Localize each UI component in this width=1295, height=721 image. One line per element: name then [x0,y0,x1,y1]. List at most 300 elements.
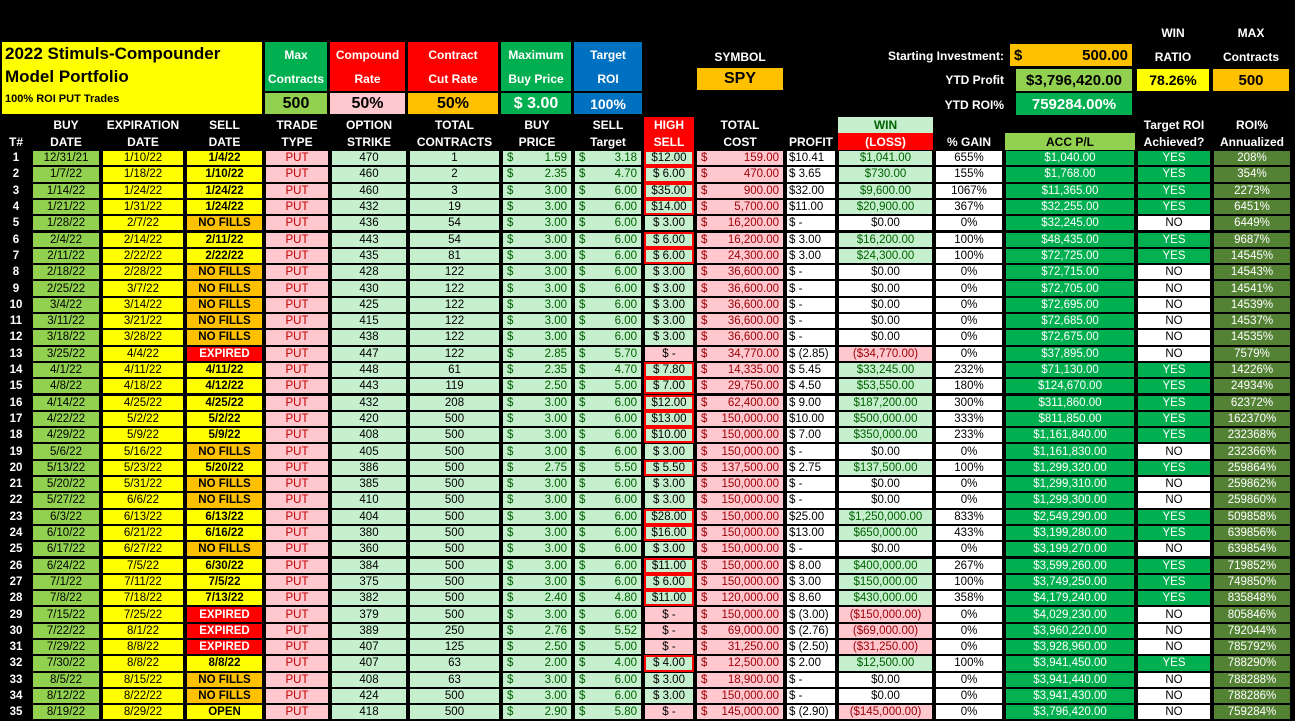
cell-contracts[interactable]: 500 [409,476,500,492]
cell-high-sell[interactable]: $ 3.00 [644,280,694,296]
cell-profit[interactable]: $ 3.00 [786,248,836,264]
cell-win-loss[interactable]: ($31,250.00) [838,639,933,655]
cell-target-achieved[interactable]: YES [1137,378,1211,394]
cell-sell-target[interactable] [574,395,642,411]
cell-acc-pl[interactable]: $72,685.00 [1005,313,1135,329]
cell-buy-price[interactable] [502,280,572,296]
cell-sell-date[interactable]: 5/2/22 [186,411,263,427]
cell-high-sell[interactable]: $ 3.00 [644,688,694,704]
cell-gain[interactable]: 155% [935,166,1003,182]
cell-trade-type[interactable]: PUT [265,362,329,378]
cell-gain[interactable]: 358% [935,590,1003,606]
cell-gain[interactable]: 0% [935,541,1003,557]
cell-roi-annualized[interactable]: 62372% [1213,395,1291,411]
cell-profit[interactable]: $ 2.75 [786,460,836,476]
cell-win-loss[interactable]: $650,000.00 [838,525,933,541]
cell-gain[interactable]: 0% [935,264,1003,280]
cell-roi-annualized[interactable]: 9687% [1213,232,1291,248]
cell-profit[interactable]: $ - [786,215,836,231]
cell-sell-target[interactable] [574,280,642,296]
cell-acc-pl[interactable]: $3,941,430.00 [1005,688,1135,704]
cell-high-sell[interactable]: $ 3.00 [644,492,694,508]
cell-high-sell[interactable]: $ 3.00 [644,264,694,280]
cell-num[interactable]: 22 [9,494,23,507]
cell-target-achieved[interactable]: NO [1137,215,1211,231]
cell-target-achieved[interactable]: NO [1137,280,1211,296]
cell-buy-price[interactable] [502,199,572,215]
cell-total-cost[interactable] [696,639,784,655]
cell-strike[interactable]: 443 [331,378,407,394]
cell-target-achieved[interactable]: YES [1137,362,1211,378]
cell-acc-pl[interactable]: $1,299,300.00 [1005,492,1135,508]
cell-win-loss[interactable]: $0.00 [838,443,933,459]
cell-target-achieved[interactable]: YES [1137,427,1211,443]
cell-num[interactable]: 18 [9,429,23,442]
cell-buy-date[interactable]: 12/31/21 [32,150,100,166]
cell-trade-type[interactable]: PUT [265,378,329,394]
cell-exp-date[interactable]: 1/18/22 [102,166,184,182]
cell-buy-price[interactable] [502,443,572,459]
cell-contracts[interactable]: 63 [409,655,500,671]
cell-total-cost[interactable] [696,688,784,704]
cell-contracts[interactable]: 500 [409,427,500,443]
cell-strike[interactable]: 384 [331,558,407,574]
cell-buy-date[interactable]: 4/8/22 [32,378,100,394]
cell-total-cost[interactable] [696,427,784,443]
cell-trade-type[interactable]: PUT [265,509,329,525]
contract-cut-rate-value[interactable]: 50% [408,93,498,114]
cell-profit[interactable]: $ 4.50 [786,378,836,394]
cell-sell-target[interactable] [574,313,642,329]
cell-acc-pl[interactable]: $1,161,840.00 [1005,427,1135,443]
cell-gain[interactable]: 100% [935,460,1003,476]
cell-buy-date[interactable]: 8/19/22 [32,704,100,720]
cell-trade-type[interactable]: PUT [265,395,329,411]
cell-total-cost[interactable] [696,378,784,394]
cell-sell-date[interactable]: 1/24/22 [186,199,263,215]
cell-acc-pl[interactable]: $11,365.00 [1005,183,1135,199]
cell-gain[interactable]: 100% [935,248,1003,264]
cell-exp-date[interactable]: 7/25/22 [102,606,184,622]
cell-profit[interactable]: $ 9.00 [786,395,836,411]
cell-win-loss[interactable]: $500,000.00 [838,411,933,427]
max-buy-price-value[interactable]: $ 3.00 [501,93,571,114]
cell-sell-target[interactable] [574,232,642,248]
cell-target-achieved[interactable]: YES [1137,411,1211,427]
cell-acc-pl[interactable]: $1,040.00 [1005,150,1135,166]
cell-roi-annualized[interactable]: 14535% [1213,329,1291,345]
cell-buy-date[interactable]: 7/8/22 [32,590,100,606]
cell-win-loss[interactable]: $1,250,000.00 [838,509,933,525]
cell-contracts[interactable]: 500 [409,541,500,557]
cell-strike[interactable]: 408 [331,672,407,688]
cell-exp-date[interactable]: 1/24/22 [102,183,184,199]
cell-contracts[interactable]: 500 [409,704,500,720]
cell-buy-date[interactable]: 2/25/22 [32,280,100,296]
cell-trade-type[interactable]: PUT [265,460,329,476]
cell-sell-date[interactable]: 1/10/22 [186,166,263,182]
cell-target-achieved[interactable]: YES [1137,232,1211,248]
cell-gain[interactable]: 0% [935,492,1003,508]
cell-profit[interactable]: $ - [786,264,836,280]
cell-sell-date[interactable]: EXPIRED [186,623,263,639]
cell-strike[interactable]: 430 [331,280,407,296]
cell-buy-date[interactable]: 6/24/22 [32,558,100,574]
cell-contracts[interactable]: 122 [409,297,500,313]
cell-strike[interactable]: 447 [331,346,407,362]
cell-target-achieved[interactable]: NO [1137,623,1211,639]
cell-exp-date[interactable]: 2/22/22 [102,248,184,264]
cell-profit[interactable]: $13.00 [786,525,836,541]
cell-roi-annualized[interactable]: 14539% [1213,297,1291,313]
cell-acc-pl[interactable]: $3,941,450.00 [1005,655,1135,671]
cell-num[interactable]: 25 [9,543,23,556]
cell-buy-date[interactable]: 3/18/22 [32,329,100,345]
cell-trade-type[interactable]: PUT [265,476,329,492]
cell-high-sell[interactable]: $12.00 [644,150,694,166]
cell-num[interactable]: 11 [9,315,23,328]
cell-high-sell[interactable]: $ 3.00 [644,215,694,231]
cell-sell-target[interactable] [574,297,642,313]
cell-trade-type[interactable]: PUT [265,606,329,622]
cell-buy-price[interactable] [502,672,572,688]
cell-win-loss[interactable]: $0.00 [838,492,933,508]
cell-roi-annualized[interactable]: 259864% [1213,460,1291,476]
cell-strike[interactable]: 386 [331,460,407,476]
cell-exp-date[interactable]: 3/21/22 [102,313,184,329]
cell-exp-date[interactable]: 4/25/22 [102,395,184,411]
cell-total-cost[interactable] [696,460,784,476]
cell-exp-date[interactable]: 5/2/22 [102,411,184,427]
cell-sell-target[interactable] [574,639,642,655]
cell-gain[interactable]: 0% [935,280,1003,296]
cell-sell-date[interactable]: NO FILLS [186,492,263,508]
cell-target-achieved[interactable]: YES [1137,183,1211,199]
cell-roi-annualized[interactable]: 7579% [1213,346,1291,362]
cell-profit[interactable]: $ - [786,672,836,688]
cell-buy-price[interactable] [502,346,572,362]
cell-buy-date[interactable]: 3/4/22 [32,297,100,313]
cell-exp-date[interactable]: 5/9/22 [102,427,184,443]
cell-acc-pl[interactable]: $1,299,310.00 [1005,476,1135,492]
cell-roi-annualized[interactable]: 792044% [1213,623,1291,639]
cell-gain[interactable]: 100% [935,655,1003,671]
cell-buy-price[interactable] [502,215,572,231]
cell-gain[interactable]: 0% [935,476,1003,492]
cell-sell-target[interactable] [574,476,642,492]
cell-profit[interactable]: $ 3.00 [786,574,836,590]
cell-gain[interactable]: 180% [935,378,1003,394]
cell-win-loss[interactable]: $9,600.00 [838,183,933,199]
cell-profit[interactable]: $ 8.00 [786,558,836,574]
cell-buy-date[interactable]: 7/29/22 [32,639,100,655]
cell-sell-date[interactable]: 8/8/22 [186,655,263,671]
cell-contracts[interactable]: 119 [409,378,500,394]
cell-target-achieved[interactable]: NO [1137,297,1211,313]
cell-acc-pl[interactable]: $3,599,260.00 [1005,558,1135,574]
cell-total-cost[interactable] [696,574,784,590]
cell-roi-annualized[interactable]: 259862% [1213,476,1291,492]
cell-exp-date[interactable]: 7/11/22 [102,574,184,590]
cell-strike[interactable]: 436 [331,215,407,231]
cell-contracts[interactable]: 500 [409,574,500,590]
cell-total-cost[interactable] [696,313,784,329]
cell-trade-type[interactable]: PUT [265,672,329,688]
cell-profit[interactable]: $ (2.50) [786,639,836,655]
cell-sell-date[interactable]: NO FILLS [186,541,263,557]
cell-win-loss[interactable]: $0.00 [838,688,933,704]
cell-gain[interactable]: 0% [935,329,1003,345]
cell-sell-date[interactable]: 5/9/22 [186,427,263,443]
cell-high-sell[interactable]: $ 6.00 [644,166,694,182]
cell-high-sell[interactable]: $28.00 [644,509,694,525]
cell-total-cost[interactable] [696,215,784,231]
cell-high-sell[interactable]: $ 7.00 [644,378,694,394]
cell-sell-date[interactable]: 2/11/22 [186,232,263,248]
cell-total-cost[interactable] [696,443,784,459]
cell-trade-type[interactable]: PUT [265,166,329,182]
cell-roi-annualized[interactable]: 259860% [1213,492,1291,508]
cell-total-cost[interactable] [696,623,784,639]
cell-target-achieved[interactable]: NO [1137,476,1211,492]
cell-total-cost[interactable] [696,476,784,492]
cell-buy-price[interactable] [502,411,572,427]
cell-num[interactable]: 10 [9,298,23,311]
cell-profit[interactable]: $ - [786,492,836,508]
cell-contracts[interactable]: 500 [409,590,500,606]
cell-buy-price[interactable] [502,329,572,345]
cell-num[interactable]: 14 [9,364,23,377]
cell-gain[interactable]: 0% [935,606,1003,622]
cell-high-sell[interactable]: $ 6.00 [644,574,694,590]
cell-target-achieved[interactable]: NO [1137,329,1211,345]
cell-profit[interactable]: $ (2.90) [786,704,836,720]
cell-strike[interactable]: 360 [331,541,407,557]
cell-trade-type[interactable]: PUT [265,541,329,557]
cell-trade-type[interactable]: PUT [265,199,329,215]
cell-num[interactable]: 20 [9,461,23,474]
cell-sell-target[interactable] [574,672,642,688]
cell-gain[interactable]: 100% [935,232,1003,248]
cell-win-loss[interactable]: $24,300.00 [838,248,933,264]
cell-trade-type[interactable]: PUT [265,280,329,296]
cell-strike[interactable]: 460 [331,166,407,182]
cell-win-loss[interactable]: $1,041.00 [838,150,933,166]
cell-contracts[interactable]: 208 [409,395,500,411]
cell-profit[interactable]: $11.00 [786,199,836,215]
cell-gain[interactable]: 0% [935,297,1003,313]
cell-sell-date[interactable]: OPEN [186,704,263,720]
cell-profit[interactable]: $ 2.00 [786,655,836,671]
cell-exp-date[interactable]: 8/15/22 [102,672,184,688]
cell-exp-date[interactable]: 8/29/22 [102,704,184,720]
cell-sell-target[interactable] [574,704,642,720]
cell-buy-date[interactable]: 6/10/22 [32,525,100,541]
cell-total-cost[interactable] [696,166,784,182]
cell-total-cost[interactable] [696,411,784,427]
cell-buy-date[interactable]: 2/18/22 [32,264,100,280]
cell-high-sell[interactable]: $12.00 [644,395,694,411]
cell-sell-date[interactable]: 6/30/22 [186,558,263,574]
cell-contracts[interactable]: 500 [409,411,500,427]
cell-win-loss[interactable]: $16,200.00 [838,232,933,248]
cell-num[interactable]: 32 [9,657,23,670]
cell-exp-date[interactable]: 1/10/22 [102,150,184,166]
cell-gain[interactable]: 300% [935,395,1003,411]
cell-total-cost[interactable] [696,525,784,541]
cell-strike[interactable]: 432 [331,199,407,215]
cell-contracts[interactable]: 500 [409,492,500,508]
cell-gain[interactable]: 367% [935,199,1003,215]
cell-num[interactable]: 13 [9,347,23,360]
cell-buy-price[interactable] [502,525,572,541]
cell-target-achieved[interactable]: YES [1137,525,1211,541]
cell-high-sell[interactable]: $ 3.00 [644,329,694,345]
cell-roi-annualized[interactable]: 509858% [1213,509,1291,525]
cell-target-achieved[interactable]: YES [1137,395,1211,411]
cell-buy-price[interactable] [502,688,572,704]
cell-contracts[interactable]: 122 [409,313,500,329]
cell-target-achieved[interactable]: YES [1137,199,1211,215]
cell-buy-date[interactable]: 1/28/22 [32,215,100,231]
cell-buy-date[interactable]: 1/21/22 [32,199,100,215]
cell-acc-pl[interactable]: $3,199,270.00 [1005,541,1135,557]
cell-high-sell[interactable]: $16.00 [644,525,694,541]
cell-strike[interactable]: 375 [331,574,407,590]
cell-high-sell[interactable]: $ 3.00 [644,541,694,557]
cell-contracts[interactable]: 500 [409,443,500,459]
cell-exp-date[interactable]: 2/7/22 [102,215,184,231]
cell-target-achieved[interactable]: YES [1137,150,1211,166]
cell-num[interactable]: 33 [9,673,23,686]
cell-profit[interactable]: $ - [786,297,836,313]
cell-trade-type[interactable]: PUT [265,639,329,655]
cell-roi-annualized[interactable]: 719852% [1213,558,1291,574]
cell-contracts[interactable]: 19 [409,199,500,215]
cell-profit[interactable]: $25.00 [786,509,836,525]
cell-high-sell[interactable]: $10.00 [644,427,694,443]
cell-buy-date[interactable]: 4/22/22 [32,411,100,427]
cell-sell-date[interactable]: NO FILLS [186,313,263,329]
cell-total-cost[interactable] [696,199,784,215]
cell-strike[interactable]: 460 [331,183,407,199]
cell-exp-date[interactable]: 3/7/22 [102,280,184,296]
starting-investment-field[interactable] [1010,44,1132,66]
cell-acc-pl[interactable]: $1,768.00 [1005,166,1135,182]
cell-gain[interactable]: 0% [935,672,1003,688]
cell-sell-date[interactable]: 4/25/22 [186,395,263,411]
cell-exp-date[interactable]: 6/6/22 [102,492,184,508]
cell-acc-pl[interactable]: $4,029,230.00 [1005,606,1135,622]
cell-sell-target[interactable] [574,150,642,166]
cell-sell-date[interactable]: EXPIRED [186,346,263,362]
cell-acc-pl[interactable]: $72,705.00 [1005,280,1135,296]
cell-strike[interactable]: 420 [331,411,407,427]
cell-trade-type[interactable]: PUT [265,623,329,639]
cell-exp-date[interactable]: 5/31/22 [102,476,184,492]
cell-acc-pl[interactable]: $72,715.00 [1005,264,1135,280]
cell-buy-price[interactable] [502,362,572,378]
cell-roi-annualized[interactable]: 14541% [1213,280,1291,296]
cell-high-sell[interactable]: $ 3.00 [644,313,694,329]
cell-sell-date[interactable]: NO FILLS [186,215,263,231]
cell-contracts[interactable]: 81 [409,248,500,264]
cell-profit[interactable]: $ 5.45 [786,362,836,378]
cell-gain[interactable]: 655% [935,150,1003,166]
cell-strike[interactable]: 418 [331,704,407,720]
cell-strike[interactable]: 380 [331,525,407,541]
cell-strike[interactable]: 443 [331,232,407,248]
cell-buy-date[interactable]: 7/1/22 [32,574,100,590]
cell-buy-date[interactable]: 5/20/22 [32,476,100,492]
cell-num[interactable]: 6 [12,233,20,246]
cell-target-achieved[interactable]: YES [1137,166,1211,182]
cell-exp-date[interactable]: 4/4/22 [102,346,184,362]
cell-buy-date[interactable]: 3/11/22 [32,313,100,329]
cell-high-sell[interactable]: $ 6.00 [644,232,694,248]
cell-strike[interactable]: 410 [331,492,407,508]
cell-profit[interactable]: $ 3.65 [786,166,836,182]
cell-sell-target[interactable] [574,541,642,557]
cell-sell-date[interactable]: EXPIRED [186,606,263,622]
compound-rate-value[interactable]: 50% [330,93,405,114]
cell-roi-annualized[interactable]: 2273% [1213,183,1291,199]
cell-buy-date[interactable]: 7/22/22 [32,623,100,639]
cell-win-loss[interactable]: $12,500.00 [838,655,933,671]
cell-gain[interactable]: 0% [935,443,1003,459]
cell-sell-target[interactable] [574,443,642,459]
cell-sell-target[interactable] [574,590,642,606]
cell-roi-annualized[interactable]: 788290% [1213,655,1291,671]
cell-trade-type[interactable]: PUT [265,492,329,508]
cell-trade-type[interactable]: PUT [265,150,329,166]
cell-exp-date[interactable]: 6/13/22 [102,509,184,525]
cell-profit[interactable]: $ - [786,541,836,557]
cell-sell-target[interactable] [574,166,642,182]
cell-acc-pl[interactable]: $1,161,830.00 [1005,443,1135,459]
cell-roi-annualized[interactable]: 232366% [1213,443,1291,459]
cell-contracts[interactable]: 500 [409,606,500,622]
cell-win-loss[interactable]: $0.00 [838,280,933,296]
cell-gain[interactable]: 0% [935,639,1003,655]
cell-gain[interactable]: 267% [935,558,1003,574]
cell-exp-date[interactable]: 8/22/22 [102,688,184,704]
cell-high-sell[interactable]: $11.00 [644,590,694,606]
cell-sell-date[interactable]: NO FILLS [186,476,263,492]
cell-target-achieved[interactable]: NO [1137,639,1211,655]
cell-high-sell[interactable]: $ - [644,346,694,362]
cell-gain[interactable]: 333% [935,411,1003,427]
cell-num[interactable]: 35 [9,706,23,719]
cell-acc-pl[interactable]: $72,725.00 [1005,248,1135,264]
cell-sell-target[interactable] [574,329,642,345]
cell-num[interactable]: 1 [12,152,20,165]
cell-sell-target[interactable] [574,509,642,525]
cell-buy-date[interactable]: 2/4/22 [32,232,100,248]
cell-trade-type[interactable]: PUT [265,443,329,459]
cell-buy-date[interactable]: 5/13/22 [32,460,100,476]
cell-buy-price[interactable] [502,297,572,313]
cell-sell-target[interactable] [574,525,642,541]
cell-contracts[interactable]: 500 [409,509,500,525]
cell-total-cost[interactable] [696,264,784,280]
cell-num[interactable]: 16 [9,396,23,409]
cell-strike[interactable]: 405 [331,443,407,459]
cell-acc-pl[interactable]: $3,199,280.00 [1005,525,1135,541]
cell-buy-price[interactable] [502,639,572,655]
cell-high-sell[interactable]: $14.00 [644,199,694,215]
cell-high-sell[interactable]: $ - [644,623,694,639]
